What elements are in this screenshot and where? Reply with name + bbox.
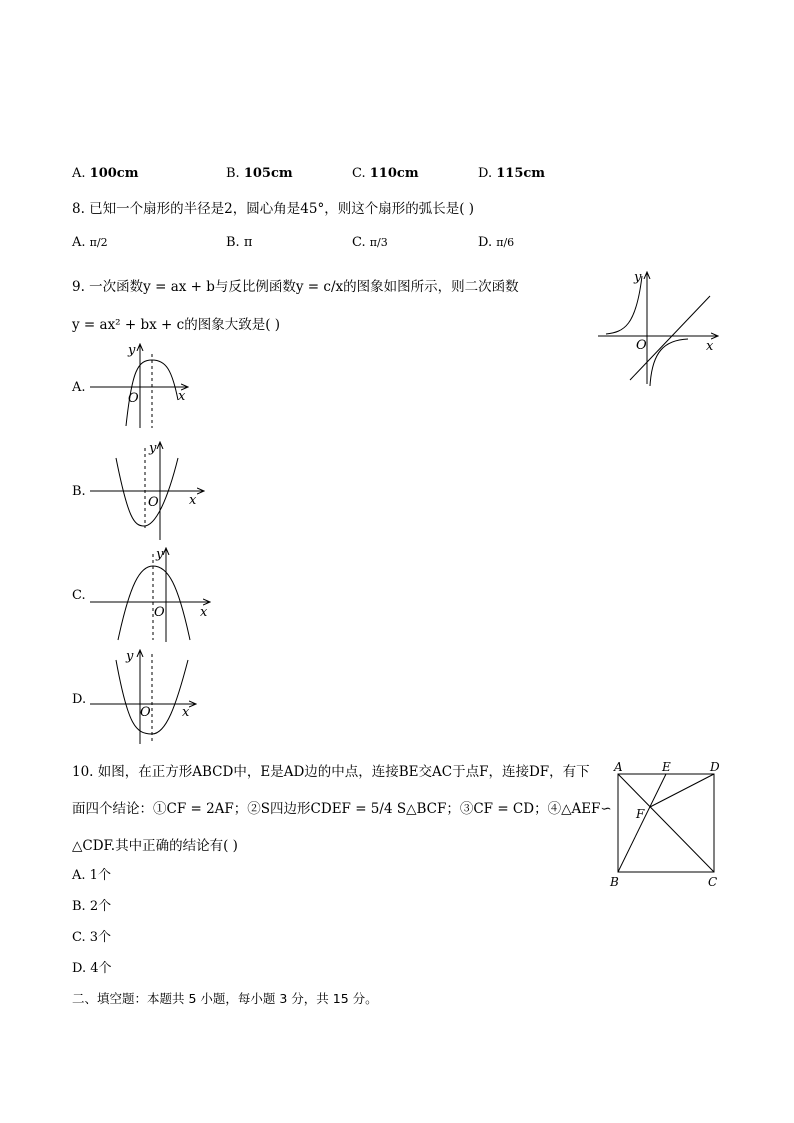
- option-text: π/3: [369, 236, 388, 249]
- axis-label-y: y: [128, 343, 136, 358]
- q9-option-c-label[interactable]: C.: [72, 588, 86, 603]
- option-text: π/6: [496, 236, 515, 249]
- q10-square-figure: [606, 758, 726, 892]
- q9-option-c-graph[interactable]: [86, 544, 216, 644]
- section-heading-fill-blank: 二、填空题：本题共 5 小题，每小题 3 分，共 15 分。: [72, 991, 378, 1006]
- axis-label-y: y: [634, 270, 642, 285]
- option-text: 115cm: [496, 166, 546, 181]
- q9-option-b-graph[interactable]: [86, 438, 210, 542]
- q7-option-b[interactable]: [226, 166, 293, 181]
- axis-label-x: x: [182, 705, 190, 720]
- point-label-e: E: [662, 760, 671, 774]
- point-label-d: D: [710, 760, 720, 774]
- q9-stem-line1: 9. 一次函数y = ax + b与反比例函数y = c/x的图象如图所示，则二次函数: [72, 279, 519, 295]
- option-label: D.: [478, 235, 493, 250]
- q10-stem-line2: 面四个结论：①CF = 2AF；②S四边形CDEF = 5/4 S△BCF；③CF = CD；④△AEF∽: [72, 801, 612, 817]
- option-label: B.: [72, 899, 86, 914]
- option-text: 2个: [89, 899, 112, 914]
- origin-label: O: [128, 391, 139, 406]
- option-text: 105cm: [243, 166, 293, 181]
- option-label: D.: [478, 166, 493, 181]
- option-text: π/2: [89, 236, 108, 249]
- q9-reference-graph: [594, 266, 724, 390]
- option-text: 1个: [89, 868, 111, 883]
- origin-label: O: [148, 495, 159, 510]
- q10-option-b[interactable]: [72, 895, 111, 914]
- q7-option-d[interactable]: [478, 166, 545, 181]
- axis-label-y: y: [149, 441, 157, 456]
- segment-df: [650, 774, 714, 807]
- q8-option-d[interactable]: [478, 235, 514, 250]
- q9-option-d-graph[interactable]: [86, 646, 206, 746]
- axis-label-x: x: [200, 605, 208, 620]
- origin-label: O: [636, 338, 647, 353]
- axis-label-x: x: [178, 389, 186, 404]
- point-label-f: F: [636, 807, 645, 821]
- option-label: C.: [72, 930, 86, 945]
- q10-option-c[interactable]: [72, 926, 111, 945]
- option-label: D.: [72, 961, 87, 976]
- point-label-b: B: [610, 875, 619, 889]
- q10-stem-line1: 10. 如图，在正方形ABCD中，E是AD边的中点，连接BE交AC于点F，连接DF，有下: [72, 764, 590, 780]
- option-text: π: [243, 235, 253, 250]
- q9-option-a-label[interactable]: A.: [72, 380, 86, 395]
- segment-be: [618, 774, 666, 872]
- q7-option-a[interactable]: [72, 166, 138, 181]
- q8-option-b[interactable]: [226, 235, 252, 250]
- axis-label-y: y: [126, 649, 134, 664]
- option-text: 3个: [89, 930, 112, 945]
- option-label: C.: [352, 166, 366, 181]
- q9-stem-line2: y = ax² + bx + c的图象大致是( ): [72, 317, 281, 333]
- origin-label: O: [154, 605, 165, 620]
- parabola: [116, 458, 178, 526]
- option-label: B.: [226, 235, 240, 250]
- axis-label-y: y: [156, 547, 164, 562]
- option-text: 100cm: [89, 166, 139, 181]
- q9-option-d-label[interactable]: D.: [72, 692, 87, 707]
- point-label-a: A: [614, 760, 623, 774]
- q10-option-a[interactable]: [72, 864, 111, 883]
- axis-label-x: x: [189, 493, 197, 508]
- option-label: A.: [72, 166, 86, 181]
- option-text: 4个: [90, 961, 112, 976]
- option-text: 110cm: [369, 166, 419, 181]
- hyperbola-branch: [650, 339, 688, 386]
- q10-stem-line3: △CDF.其中正确的结论有( ): [72, 838, 238, 854]
- axis-label-x: x: [706, 339, 714, 354]
- q9-option-b-label[interactable]: B.: [72, 484, 86, 499]
- q7-option-c[interactable]: [352, 166, 419, 181]
- diagonal-ac: [618, 774, 714, 872]
- option-label: A.: [72, 868, 86, 883]
- q10-option-d[interactable]: [72, 957, 112, 976]
- option-label: C.: [352, 235, 366, 250]
- origin-label: O: [140, 705, 151, 720]
- q8-option-a[interactable]: [72, 235, 108, 250]
- option-label: A.: [72, 235, 86, 250]
- parabola: [118, 566, 190, 640]
- q8-stem: 8. 已知一个扇形的半径是2，圆心角是45°，则这个扇形的弧长是( ): [72, 201, 475, 217]
- q8-option-c[interactable]: [352, 235, 388, 250]
- option-label: B.: [226, 166, 240, 181]
- q9-option-a-graph[interactable]: [86, 340, 196, 430]
- point-label-c: C: [708, 875, 718, 889]
